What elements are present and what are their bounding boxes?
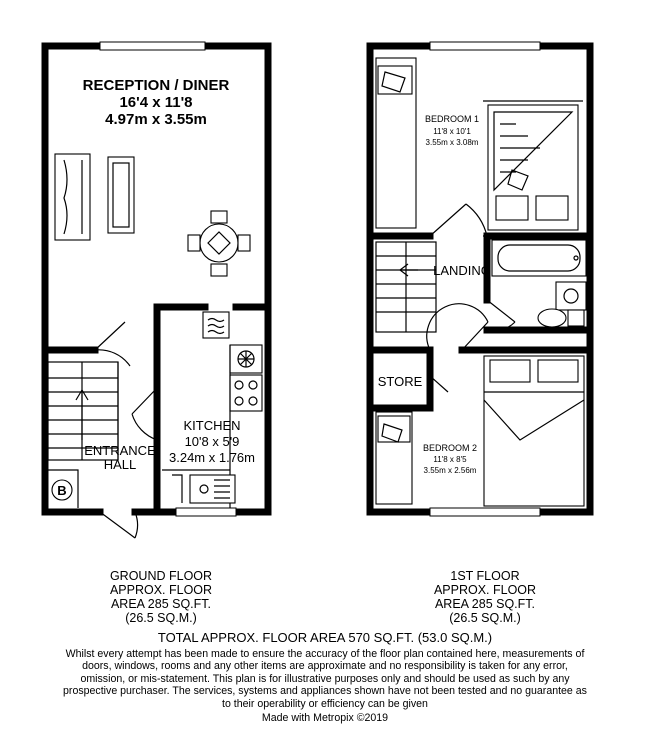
bedroom1-pillow-left (496, 196, 528, 220)
kitchen-metric: 3.24m x 1.76m (169, 450, 255, 465)
bathroom-door-swing (487, 300, 515, 331)
kitchen-imperial: 10'8 x 5'9 (184, 434, 240, 449)
boiler-symbol-label: B (57, 483, 67, 498)
dining-chair-left (188, 235, 200, 251)
hob (230, 375, 262, 411)
first-floor-caption (420, 569, 550, 625)
first-floor-stairs (376, 242, 436, 332)
first-floor-caption-line3: AREA 285 SQ.FT. (434, 597, 536, 611)
bedroom2-metric: 3.55m x 2.56m (423, 466, 477, 475)
kitchen-window (176, 508, 236, 516)
coffee-table (108, 157, 134, 233)
disclaimer-text: Whilst every attempt has been made to ensure the accuracy of the floor plan contained here, measurements of doors, windows, rooms and any other items are approximate and no responsibility is taken for any error, omission, or mis-statement. This plan is for illustrative purposes only and should be used as such by any prospective purchaser. The services, systems and appliances shown have not been tested and no guarantee as to their operability or efficiency can be given (63, 648, 587, 710)
toilet-cistern (568, 310, 584, 326)
store-label: STORE (377, 374, 423, 389)
first-floor-plan (370, 42, 590, 516)
basin (556, 282, 586, 310)
front-door-swing (100, 512, 138, 538)
bedroom1-door-swing (430, 204, 487, 236)
ground-floor-plan (45, 42, 268, 538)
bedroom1-imperial: 11'8 x 10'1 (433, 127, 471, 136)
bedroom1-name: BEDROOM 1 (424, 114, 480, 124)
sofa (55, 154, 90, 240)
reception-imperial: 16'4 x 11'8 (119, 94, 193, 111)
reception-name: RECEPTION / DINER (82, 77, 230, 94)
kitchen-sink (190, 475, 235, 503)
kitchen-corner-unit (172, 475, 182, 503)
first-floor-caption-line1: 1ST FLOOR (450, 569, 520, 583)
first-floor-caption-line4: (26.5 SQ.M.) (449, 611, 521, 625)
kitchen-name: KITCHEN (183, 418, 241, 433)
dining-chair-top (211, 211, 227, 223)
reception-window (100, 42, 205, 50)
washing-machine (203, 312, 229, 338)
dining-chair-right (238, 235, 250, 251)
ground-floor-caption-line1: GROUND FLOOR (109, 569, 213, 583)
entrance-hall-line1: ENTRANCE (84, 443, 156, 458)
first-floor-caption-line2: APPROX. FLOOR (433, 583, 537, 597)
ground-floor-caption (96, 569, 226, 625)
reception-metric: 4.97m x 3.55m (105, 111, 207, 128)
bedroom2-pillow-right (538, 360, 578, 382)
bedroom1-metric: 3.55m x 3.08m (425, 138, 479, 147)
dining-chair-bottom (211, 264, 227, 276)
bedroom1-pillow-right (536, 196, 568, 220)
bedroom1-window (430, 42, 540, 50)
credit-text: Made with Metropix ©2019 (261, 712, 389, 724)
total-floor-area: TOTAL APPROX. FLOOR AREA 570 SQ.FT. (53.0 SQ.M.) (157, 630, 493, 645)
dining-table (200, 224, 238, 262)
landing-label: LANDING (433, 263, 491, 278)
fridge-freezer-symbol-lines (238, 351, 254, 367)
ground-floor-caption-line3: AREA 285 SQ.FT. (110, 597, 212, 611)
kitchen-door-swing (132, 388, 157, 440)
reception-door-swing (95, 322, 130, 366)
bedroom2-imperial: 11'8 x 8'5 (433, 455, 467, 464)
toilet (538, 309, 566, 327)
bedroom2-window (430, 508, 540, 516)
bedroom2-pillow-left (490, 360, 530, 382)
ground-floor-caption-line2: APPROX. FLOOR (109, 583, 213, 597)
entrance-hall-line2: HALL (103, 457, 137, 472)
bedroom2-name: BEDROOM 2 (422, 443, 478, 453)
ground-floor-caption-line4: (26.5 SQ.M.) (125, 611, 197, 625)
